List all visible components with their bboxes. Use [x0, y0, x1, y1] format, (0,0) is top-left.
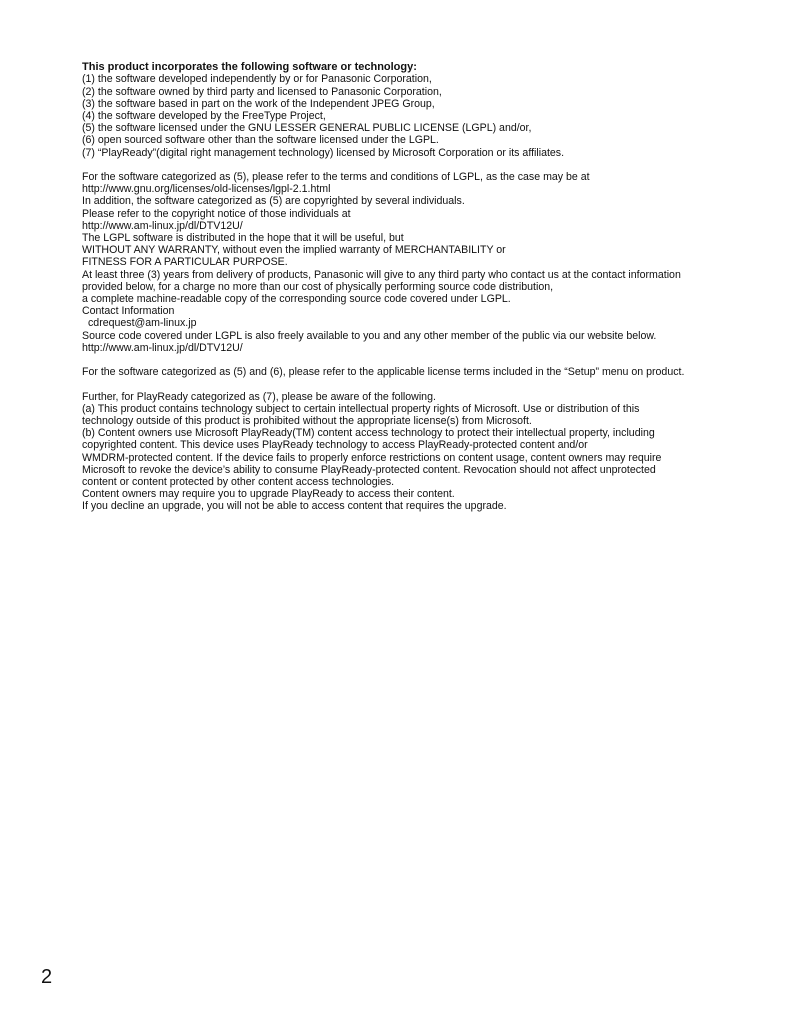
- playready-line: (b) Content owners use Microsoft PlayReady(TM) content access technology to protect their intellectual property, including: [82, 427, 655, 440]
- paragraph-gap: [82, 354, 762, 366]
- lgpl-line: FITNESS FOR A PARTICULAR PURPOSE.: [82, 256, 288, 269]
- software-item: (3) the software based in part on the work of the Independent JPEG Group,: [82, 97, 435, 110]
- software-list: [82, 73, 762, 158]
- license-notice: [82, 61, 762, 513]
- copyright-url: http://www.am-linux.jp/dl/DTV12U/: [82, 219, 243, 232]
- playready-line: technology outside of this product is prohibited without the appropriate license(s) from Microsoft.: [82, 415, 532, 428]
- contact-label: Contact Information: [82, 305, 175, 318]
- playready-line: Microsoft to revoke the device’s ability to consume PlayReady-protected content. Revocation should not affect unprotected: [82, 463, 656, 476]
- source-url: http://www.am-linux.jp/dl/DTV12U/: [82, 341, 243, 354]
- software-item: (5) the software licensed under the GNU LESSER GENERAL PUBLIC LICENSE (LGPL) and/or,: [82, 122, 532, 135]
- contact-email: cdrequest@am-linux.jp: [88, 317, 197, 330]
- lgpl-section: [82, 171, 762, 354]
- playready-line: WMDRM-protected content. If the device fails to properly enforce restrictions on content usage, content owners may require: [82, 451, 662, 464]
- software-item: (4) the software developed by the FreeType Project,: [82, 110, 326, 123]
- playready-line: content or content protected by other content access technologies.: [82, 476, 395, 489]
- paragraph-gap: [82, 159, 762, 171]
- lgpl-line: a complete machine-readable copy of the corresponding source code covered under LGPL.: [82, 293, 511, 306]
- lgpl-line: provided below, for a charge no more than our cost of physically performing source code distribution,: [82, 280, 554, 293]
- playready-line: Further, for PlayReady categorized as (7), please be aware of the following.: [82, 390, 436, 403]
- setup-line: For the software categorized as (5) and (6), please refer to the applicable license terms included in the “Setup” menu on product.: [82, 366, 685, 379]
- page-number: 2: [41, 966, 53, 988]
- lgpl-line: WITHOUT ANY WARRANTY, without even the implied warranty of MERCHANTABILITY or: [82, 244, 506, 257]
- lgpl-line: The LGPL software is distributed in the hope that it will be useful, but: [82, 232, 404, 245]
- software-item: (2) the software owned by third party and licensed to Panasonic Corporation,: [82, 85, 442, 98]
- lgpl-url: http://www.gnu.org/licenses/old-licenses/lgpl-2.1.html: [82, 183, 331, 196]
- lgpl-line: At least three (3) years from delivery of products, Panasonic will give to any third party who contact us at the contact information: [82, 268, 681, 281]
- lgpl-line: In addition, the software categorized as (5) are copyrighted by several individuals.: [82, 195, 465, 208]
- playready-line: (a) This product contains technology subject to certain intellectual property rights of Microsoft. Use or distribution of this: [82, 402, 640, 415]
- playready-section: [82, 391, 762, 513]
- playready-line: copyrighted content. This device uses PlayReady technology to access PlayReady-protected content and/or: [82, 439, 588, 452]
- software-item: (1) the software developed independently by or for Panasonic Corporation,: [82, 73, 432, 86]
- lgpl-line: Please refer to the copyright notice of those individuals at: [82, 207, 351, 220]
- source-line: Source code covered under LGPL is also freely available to you and any other member of the public via our website below.: [82, 329, 657, 342]
- software-item: (7) “PlayReady”(digital right management technology) licensed by Microsoft Corporation or its affiliates.: [82, 146, 565, 159]
- lgpl-line: For the software categorized as (5), please refer to the terms and conditions of LGPL, as the case may be at: [82, 171, 590, 184]
- playready-line: If you decline an upgrade, you will not be able to access content that requires the upgrade.: [82, 500, 507, 513]
- paragraph-gap: [82, 378, 762, 390]
- notice-heading: This product incorporates the following software or technology:: [82, 61, 417, 73]
- software-item: (6) open sourced software other than the software licensed under the LGPL.: [82, 134, 439, 147]
- playready-line: Content owners may require you to upgrade PlayReady to access their content.: [82, 488, 455, 501]
